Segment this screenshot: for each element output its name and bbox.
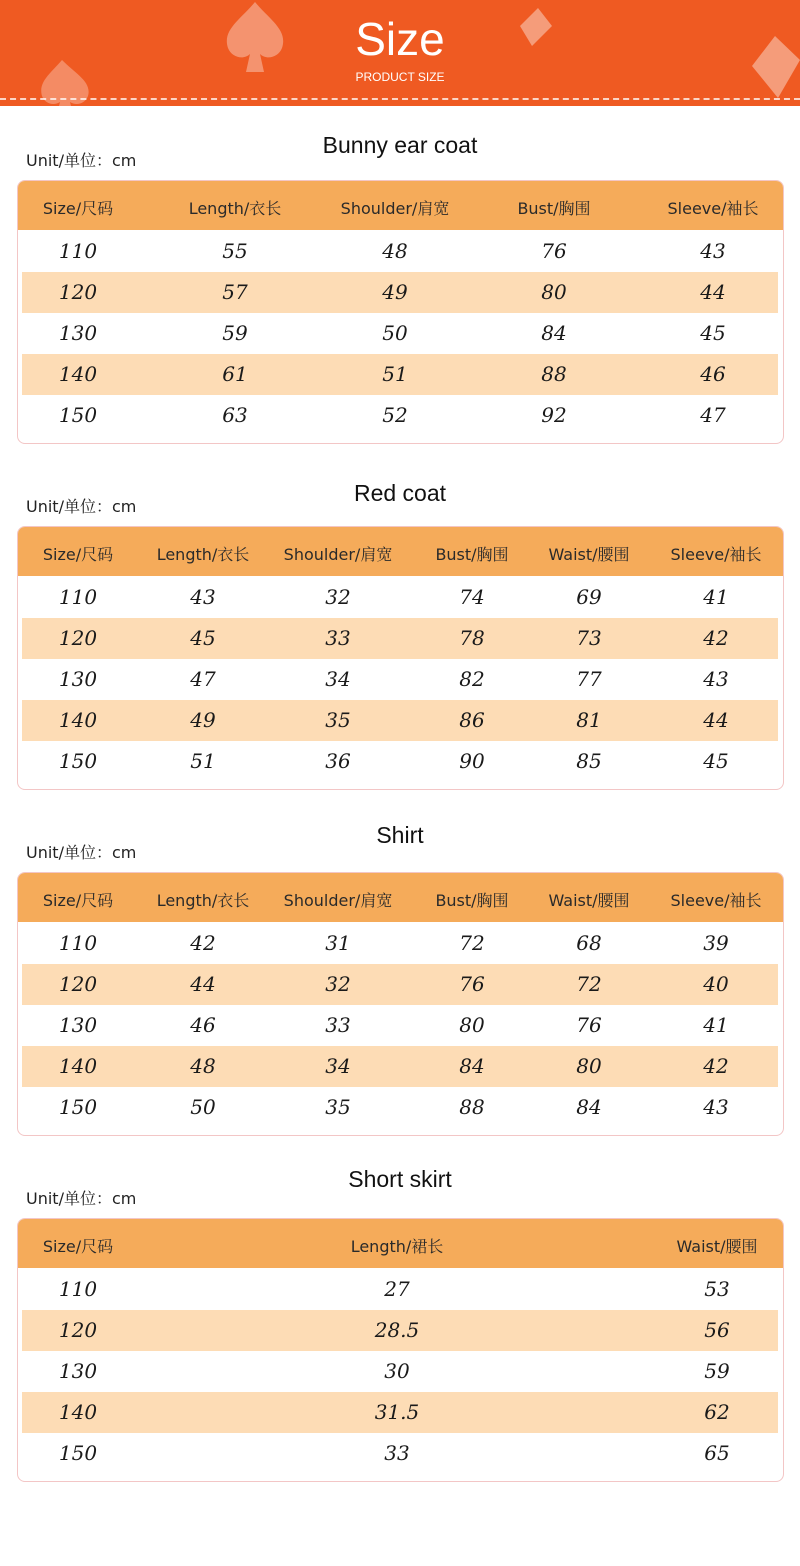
table-cell: 140: [58, 1054, 98, 1078]
table-cell: 120: [58, 972, 98, 996]
column-header: Bust/胸围: [435, 545, 509, 564]
column-header: Shoulder/肩宽: [283, 891, 393, 910]
column-header: Sleeve/袖长: [667, 199, 759, 218]
table-cell: 110: [58, 1277, 98, 1301]
table-cell: 90: [459, 749, 485, 773]
size-table: [17, 180, 784, 444]
table-cell: 45: [703, 749, 729, 773]
table-cell: 42: [703, 626, 729, 650]
table-cell: 30: [384, 1359, 410, 1383]
table-cell: 61: [222, 362, 248, 386]
table-title: Red coat: [353, 480, 447, 506]
dashed-divider: [0, 98, 800, 100]
table-row: [22, 700, 778, 741]
table-cell: 140: [58, 708, 98, 732]
table-cell: 33: [325, 1013, 351, 1037]
table-row: [22, 618, 778, 659]
column-header: Waist/腰围: [548, 891, 630, 910]
table-cell: 110: [58, 931, 98, 955]
table-row: [22, 964, 778, 1005]
table-cell: 49: [190, 708, 216, 732]
table-cell: 42: [703, 1054, 729, 1078]
table-cell: 69: [576, 585, 602, 609]
table-cell: 63: [222, 403, 248, 427]
table-cell: 45: [700, 321, 726, 345]
table-cell: 72: [459, 931, 485, 955]
page-subtitle: PRODUCT SIZE: [355, 70, 445, 84]
table-cell: 82: [459, 667, 485, 691]
table-cell: 43: [700, 239, 726, 263]
table-cell: 45: [190, 626, 216, 650]
table-cell: 130: [58, 321, 98, 345]
table-cell: 44: [703, 708, 729, 732]
table-cell: 35: [325, 1095, 351, 1119]
column-header: Length/裙长: [350, 1237, 444, 1256]
table-row: [22, 659, 778, 700]
table-cell: 31.5: [374, 1400, 420, 1424]
table-cell: 59: [704, 1359, 730, 1383]
table-cell: 110: [58, 239, 98, 263]
table-cell: 84: [576, 1095, 602, 1119]
table-row: [22, 1046, 778, 1087]
table-header-row: [18, 873, 783, 922]
table-cell: 76: [576, 1013, 602, 1037]
table-cell: 86: [459, 708, 485, 732]
table-cell: 57: [222, 280, 248, 304]
table-cell: 76: [541, 239, 567, 263]
table-cell: 150: [58, 749, 98, 773]
table-cell: 41: [703, 1013, 729, 1037]
table-cell: 130: [58, 1013, 98, 1037]
table-cell: 120: [58, 280, 98, 304]
table-cell: 39: [703, 931, 729, 955]
table-cell: 84: [541, 321, 567, 345]
table-cell: 35: [325, 708, 351, 732]
table-title: Shirt: [376, 822, 424, 848]
table-cell: 47: [700, 403, 726, 427]
column-header: Size/尺码: [42, 199, 114, 218]
size-table: [17, 1218, 784, 1482]
table-row: [22, 272, 778, 313]
unit-label: Unit/单位：cm: [26, 1189, 137, 1208]
table-cell: 36: [325, 749, 351, 773]
column-header: Sleeve/袖长: [670, 891, 762, 910]
table-cell: 88: [541, 362, 567, 386]
table-cell: 62: [704, 1400, 730, 1424]
table-row: [22, 1269, 778, 1310]
table-cell: 76: [459, 972, 485, 996]
table-cell: 59: [222, 321, 248, 345]
table-cell: 92: [541, 403, 567, 427]
table-cell: 130: [58, 1359, 98, 1383]
unit-label: Unit/单位：cm: [26, 843, 137, 862]
table-cell: 84: [459, 1054, 485, 1078]
table-row: [22, 1351, 778, 1392]
table-cell: 81: [576, 708, 602, 732]
table-cell: 32: [325, 972, 351, 996]
table-header-row: [18, 181, 783, 230]
table-cell: 52: [382, 403, 408, 427]
table-cell: 43: [190, 585, 216, 609]
table-cell: 48: [382, 239, 408, 263]
column-header: Length/衣长: [188, 199, 282, 218]
table-cell: 85: [576, 749, 602, 773]
table-cell: 28.5: [374, 1318, 420, 1342]
table-row: [22, 923, 778, 964]
header-banner: [0, 0, 800, 106]
table-row: [22, 231, 778, 272]
table-cell: 51: [382, 362, 408, 386]
column-header: Sleeve/袖长: [670, 545, 762, 564]
table-cell: 44: [700, 280, 726, 304]
table-cell: 88: [459, 1095, 485, 1119]
table-cell: 51: [190, 749, 216, 773]
column-header: Length/衣长: [156, 891, 250, 910]
table-title: Bunny ear coat: [322, 132, 478, 158]
table-cell: 33: [325, 626, 351, 650]
table-row: [22, 1005, 778, 1046]
table-cell: 31: [325, 931, 351, 955]
table-cell: 130: [58, 667, 98, 691]
column-header: Size/尺码: [42, 1237, 114, 1256]
column-header: Waist/腰围: [676, 1237, 758, 1256]
table-cell: 46: [700, 362, 726, 386]
table-cell: 77: [576, 667, 602, 691]
column-header: Size/尺码: [42, 545, 114, 564]
table-cell: 140: [58, 1400, 98, 1424]
unit-label: Unit/单位：cm: [26, 151, 137, 170]
table-cell: 41: [703, 585, 729, 609]
table-cell: 120: [58, 626, 98, 650]
table-row: [22, 741, 778, 782]
table-cell: 49: [382, 280, 408, 304]
table-cell: 40: [703, 972, 729, 996]
table-cell: 53: [704, 1277, 730, 1301]
table-cell: 80: [459, 1013, 485, 1037]
table-cell: 43: [703, 1095, 729, 1119]
table-row: [22, 313, 778, 354]
table-cell: 55: [222, 239, 248, 263]
table-row: [22, 577, 778, 618]
table-cell: 43: [703, 667, 729, 691]
table-title: Short skirt: [348, 1166, 452, 1192]
table-row: [22, 354, 778, 395]
table-cell: 65: [704, 1441, 730, 1465]
table-cell: 68: [576, 931, 602, 955]
size-table: [17, 872, 784, 1136]
table-cell: 50: [382, 321, 408, 345]
table-cell: 80: [541, 280, 567, 304]
table-cell: 42: [190, 931, 216, 955]
table-cell: 73: [576, 626, 602, 650]
column-header: Length/衣长: [156, 545, 250, 564]
table-cell: 74: [459, 585, 485, 609]
table-cell: 78: [459, 626, 485, 650]
table-cell: 34: [325, 667, 351, 691]
column-header: Bust/胸围: [517, 199, 591, 218]
table-cell: 34: [325, 1054, 351, 1078]
table-row: [22, 1310, 778, 1351]
table-row: [22, 1433, 778, 1474]
page-title: Size: [355, 13, 445, 65]
table-row: [22, 395, 778, 436]
table-cell: 32: [325, 585, 351, 609]
table-header-row: [18, 1219, 783, 1268]
size-table: [17, 526, 784, 790]
table-cell: 46: [190, 1013, 216, 1037]
table-cell: 33: [384, 1441, 410, 1465]
table-cell: 56: [704, 1318, 730, 1342]
column-header: Waist/腰围: [548, 545, 630, 564]
unit-label: Unit/单位：cm: [26, 497, 137, 516]
column-header: Size/尺码: [42, 891, 114, 910]
table-row: [22, 1392, 778, 1433]
table-cell: 47: [190, 667, 216, 691]
table-cell: 150: [58, 1441, 98, 1465]
table-cell: 150: [58, 403, 98, 427]
column-header: Bust/胸围: [435, 891, 509, 910]
table-cell: 50: [190, 1095, 216, 1119]
table-header-row: [18, 527, 783, 576]
table-cell: 110: [58, 585, 98, 609]
table-cell: 120: [58, 1318, 98, 1342]
table-row: [22, 1087, 778, 1128]
table-cell: 27: [384, 1277, 410, 1301]
column-header: Shoulder/肩宽: [283, 545, 393, 564]
table-cell: 80: [576, 1054, 602, 1078]
table-cell: 72: [576, 972, 602, 996]
table-cell: 48: [190, 1054, 216, 1078]
column-header: Shoulder/肩宽: [340, 199, 450, 218]
table-cell: 140: [58, 362, 98, 386]
table-cell: 150: [58, 1095, 98, 1119]
table-cell: 44: [190, 972, 216, 996]
